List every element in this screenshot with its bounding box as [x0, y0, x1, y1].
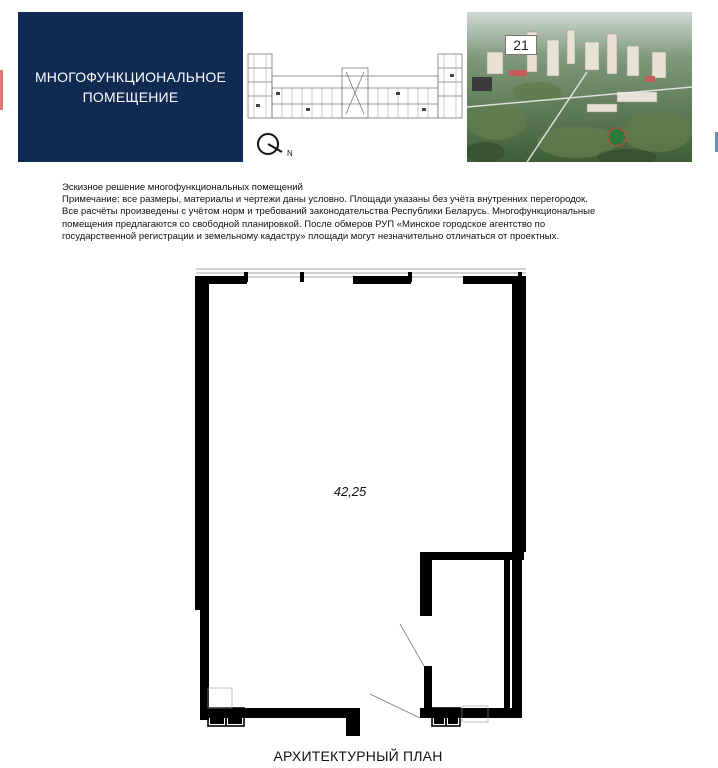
notes-line: государственной регистрации и земельному кадастру» площади могут незначительно отличаться от проектных. — [62, 230, 560, 242]
title-banner — [18, 12, 243, 162]
notes-line: Примечание: все размеры, материалы и чертежи даны условно. Площади указаны без учёта внутренних перегородок. — [62, 194, 588, 206]
plan-caption: АРХИТЕКТУРНЫЙ ПЛАН — [273, 748, 443, 764]
aerial-view-image — [467, 12, 692, 162]
floor-plan — [188, 262, 533, 740]
notes-line: Все расчёты произведены с учётом норм и требований законодательства Республики Беларусь. Многофункциональные — [62, 206, 596, 218]
page-title: МНОГОФУНКЦИОНАЛЬНОЕ ПОМЕЩЕНИЕ — [34, 69, 227, 105]
building-key-plan — [246, 48, 464, 124]
building-number-badge: 21 — [505, 35, 537, 55]
notes-block — [62, 182, 672, 243]
left-edge-mark — [0, 70, 3, 110]
notes-line: Эскизное решение многофункциональных помещений — [62, 182, 303, 193]
room-area-label: 42,25 — [333, 484, 367, 499]
compass-north-label: N — [287, 149, 293, 158]
notes-line: помещения предлагаются со свободной планировкой. После обмеров РУП «Минское городское агентство по — [62, 218, 546, 230]
